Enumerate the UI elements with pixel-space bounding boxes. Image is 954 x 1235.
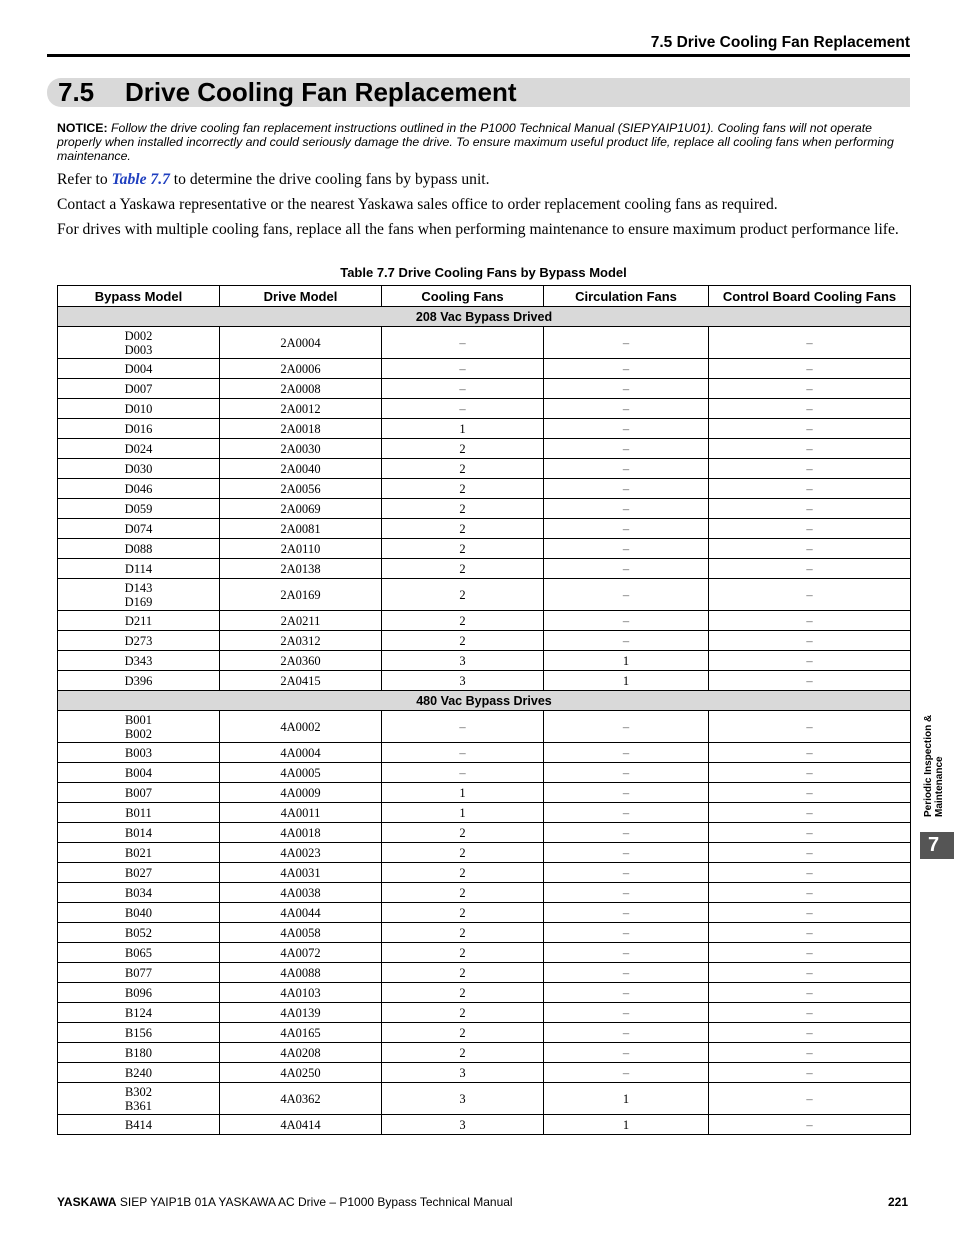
cell-control-board-fans: – xyxy=(709,359,911,379)
table-row xyxy=(58,399,911,419)
cell-circulation-fans: – xyxy=(544,743,709,763)
cell-control-board-fans: – xyxy=(709,1023,911,1043)
bypass-model-code: D046 xyxy=(124,481,153,496)
chapter-tab: 7 xyxy=(920,832,954,859)
bypass-model-code: D002 xyxy=(124,328,153,343)
cell-cooling-fans: 2 xyxy=(382,843,544,863)
cell-drive-model: 4A0139 xyxy=(220,1003,382,1023)
cell-bypass-model xyxy=(58,983,220,1003)
table-row xyxy=(58,1063,911,1083)
cell-control-board-fans: – xyxy=(709,671,911,691)
bypass-model-code: B002 xyxy=(124,726,153,741)
bypass-model-code: D074 xyxy=(124,521,153,536)
bypass-model-code: D003 xyxy=(124,342,153,357)
cell-control-board-fans: – xyxy=(709,327,911,359)
cell-cooling-fans: 3 xyxy=(382,651,544,671)
section-number: 7.5 xyxy=(58,77,95,107)
cell-bypass-model xyxy=(58,539,220,559)
cell-circulation-fans: 1 xyxy=(544,651,709,671)
cell-cooling-fans: – xyxy=(382,399,544,419)
cooling-fans-table xyxy=(57,285,911,1135)
cell-circulation-fans: – xyxy=(544,983,709,1003)
cell-control-board-fans: – xyxy=(709,379,911,399)
bypass-model-code: B156 xyxy=(124,1025,153,1040)
cell-control-board-fans: – xyxy=(709,419,911,439)
cell-circulation-fans: – xyxy=(544,459,709,479)
paragraph-contact: Contact a Yaskawa representative or the nearest Yaskawa sales office to order replacement cooling fans as required. xyxy=(57,196,778,213)
cell-cooling-fans: 2 xyxy=(382,823,544,843)
cell-circulation-fans: – xyxy=(544,519,709,539)
cell-control-board-fans: – xyxy=(709,1003,911,1023)
bypass-model-code: B124 xyxy=(124,1005,153,1020)
cell-circulation-fans: – xyxy=(544,1043,709,1063)
cell-bypass-model xyxy=(58,1023,220,1043)
cell-bypass-model xyxy=(58,883,220,903)
cell-bypass-model xyxy=(58,579,220,611)
cell-control-board-fans: – xyxy=(709,1043,911,1063)
bypass-model-code: B003 xyxy=(124,745,153,760)
cell-circulation-fans: – xyxy=(544,611,709,631)
table-row xyxy=(58,843,911,863)
cell-bypass-model xyxy=(58,763,220,783)
cell-drive-model: 4A0031 xyxy=(220,863,382,883)
footer-brand: YASKAWA xyxy=(57,1195,117,1209)
cell-bypass-model xyxy=(58,651,220,671)
cell-control-board-fans: – xyxy=(709,923,911,943)
cell-control-board-fans: – xyxy=(709,763,911,783)
cell-control-board-fans: – xyxy=(709,903,911,923)
paragraph-multiple-fans: For drives with multiple cooling fans, replace all the fans when performing maintenance to ensure maximum product performance life. xyxy=(57,221,899,238)
col-header-drive-model: Drive Model xyxy=(220,286,382,307)
cell-bypass-model xyxy=(58,327,220,359)
paragraph-refer xyxy=(57,171,913,189)
cell-bypass-model xyxy=(58,963,220,983)
table-row xyxy=(58,631,911,651)
cell-circulation-fans: – xyxy=(544,711,709,743)
cell-circulation-fans: – xyxy=(544,783,709,803)
table-row xyxy=(58,783,911,803)
cell-drive-model: 2A0056 xyxy=(220,479,382,499)
bypass-model-code: B014 xyxy=(124,825,153,840)
cell-control-board-fans: – xyxy=(709,439,911,459)
cell-circulation-fans: – xyxy=(544,943,709,963)
group-title: 208 Vac Bypass Drived xyxy=(58,307,911,327)
cell-drive-model: 2A0004 xyxy=(220,327,382,359)
cell-control-board-fans: – xyxy=(709,579,911,611)
cell-cooling-fans: 2 xyxy=(382,863,544,883)
cell-bypass-model xyxy=(58,711,220,743)
cell-drive-model: 4A0165 xyxy=(220,1023,382,1043)
table-row xyxy=(58,711,911,743)
cell-control-board-fans: – xyxy=(709,883,911,903)
bypass-model-code: B040 xyxy=(124,905,153,920)
cell-circulation-fans: – xyxy=(544,399,709,419)
cell-circulation-fans: – xyxy=(544,327,709,359)
table-row xyxy=(58,1083,911,1115)
cell-drive-model: 2A0018 xyxy=(220,419,382,439)
cell-circulation-fans: – xyxy=(544,439,709,459)
cell-circulation-fans: – xyxy=(544,863,709,883)
cell-drive-model: 4A0011 xyxy=(220,803,382,823)
cell-cooling-fans: 3 xyxy=(382,671,544,691)
cell-drive-model: 2A0138 xyxy=(220,559,382,579)
cell-cooling-fans: 1 xyxy=(382,783,544,803)
bypass-model-code: D088 xyxy=(124,541,153,556)
group-title: 480 Vac Bypass Drives xyxy=(58,691,911,711)
bypass-model-code: B001 xyxy=(124,712,153,727)
cell-circulation-fans: 1 xyxy=(544,1115,709,1135)
table-row xyxy=(58,743,911,763)
cell-control-board-fans: – xyxy=(709,519,911,539)
group-header-row xyxy=(58,691,911,711)
cell-bypass-model xyxy=(58,823,220,843)
cell-cooling-fans: 3 xyxy=(382,1063,544,1083)
table-row xyxy=(58,963,911,983)
cell-control-board-fans: – xyxy=(709,843,911,863)
cell-drive-model: 4A0005 xyxy=(220,763,382,783)
cell-bypass-model xyxy=(58,611,220,631)
cell-control-board-fans: – xyxy=(709,863,911,883)
table-row xyxy=(58,983,911,1003)
cell-circulation-fans: – xyxy=(544,823,709,843)
bypass-model-code: B096 xyxy=(124,985,153,1000)
cell-bypass-model xyxy=(58,399,220,419)
chapter-side-label-text: Periodic Inspection & Maintenance xyxy=(923,714,945,817)
cell-drive-model: 2A0040 xyxy=(220,459,382,479)
notice-label: NOTICE: xyxy=(57,121,108,135)
cell-drive-model: 4A0208 xyxy=(220,1043,382,1063)
bypass-model-code: B004 xyxy=(124,765,153,780)
cell-control-board-fans: – xyxy=(709,1083,911,1115)
table-row xyxy=(58,559,911,579)
col-header-control-board-fans: Control Board Cooling Fans xyxy=(709,286,911,307)
cell-drive-model: 2A0211 xyxy=(220,611,382,631)
table-row xyxy=(58,1023,911,1043)
bypass-model-code: D016 xyxy=(124,421,153,436)
cell-bypass-model xyxy=(58,943,220,963)
cell-bypass-model xyxy=(58,843,220,863)
cell-control-board-fans: – xyxy=(709,1063,911,1083)
col-header-bypass-model: Bypass Model xyxy=(58,286,220,307)
table-row xyxy=(58,863,911,883)
cell-drive-model: 4A0250 xyxy=(220,1063,382,1083)
cell-control-board-fans: – xyxy=(709,459,911,479)
cell-control-board-fans: – xyxy=(709,539,911,559)
cell-drive-model: 4A0009 xyxy=(220,783,382,803)
cell-drive-model: 2A0012 xyxy=(220,399,382,419)
cell-drive-model: 4A0023 xyxy=(220,843,382,863)
table-row xyxy=(58,651,911,671)
footer-doc-info xyxy=(57,1195,513,1209)
cell-cooling-fans: 1 xyxy=(382,419,544,439)
bypass-model-code: B027 xyxy=(124,865,153,880)
cell-circulation-fans: – xyxy=(544,499,709,519)
cell-drive-model: 4A0088 xyxy=(220,963,382,983)
cell-circulation-fans: – xyxy=(544,419,709,439)
cell-drive-model: 4A0018 xyxy=(220,823,382,843)
cell-circulation-fans: – xyxy=(544,579,709,611)
section-title: Drive Cooling Fan Replacement xyxy=(125,77,517,107)
cell-bypass-model xyxy=(58,1083,220,1115)
bypass-model-code: D024 xyxy=(124,441,153,456)
page-number: 221 xyxy=(887,1195,908,1209)
cell-circulation-fans: – xyxy=(544,479,709,499)
cell-drive-model: 2A0081 xyxy=(220,519,382,539)
cell-bypass-model xyxy=(58,479,220,499)
cell-cooling-fans: 2 xyxy=(382,1003,544,1023)
cell-cooling-fans: 2 xyxy=(382,611,544,631)
cell-cooling-fans: 3 xyxy=(382,1083,544,1115)
refer-text-before: Refer to xyxy=(57,171,112,188)
cell-control-board-fans: – xyxy=(709,631,911,651)
cell-cooling-fans: 2 xyxy=(382,559,544,579)
table-row xyxy=(58,763,911,783)
table-row xyxy=(58,579,911,611)
cell-bypass-model xyxy=(58,379,220,399)
table-header-row xyxy=(58,286,911,307)
notice-block xyxy=(57,121,917,163)
chapter-side-label xyxy=(923,697,953,817)
cell-drive-model: 4A0362 xyxy=(220,1083,382,1115)
cell-cooling-fans: 2 xyxy=(382,579,544,611)
cell-cooling-fans: 2 xyxy=(382,631,544,651)
notice-text: Follow the drive cooling fan replacement instructions outlined in the P1000 Technical Manual (SIEPYAIP1U01). Cooling fans will not operate properly when installed incorrectly and could seriously damage the drive. To ensure maximum useful product life, replace all cooling fans when performing maintenance. xyxy=(57,121,894,163)
bypass-model-code: D396 xyxy=(124,673,153,688)
table-row xyxy=(58,419,911,439)
cell-drive-model: 4A0072 xyxy=(220,943,382,963)
cell-circulation-fans: – xyxy=(544,803,709,823)
cell-drive-model: 4A0038 xyxy=(220,883,382,903)
cell-drive-model: 2A0008 xyxy=(220,379,382,399)
bypass-model-code: D059 xyxy=(124,501,153,516)
table-row xyxy=(58,519,911,539)
table-row xyxy=(58,943,911,963)
cell-circulation-fans: – xyxy=(544,1063,709,1083)
running-header: 7.5 Drive Cooling Fan Replacement xyxy=(650,34,910,51)
bypass-model-code: D114 xyxy=(124,561,153,576)
cell-cooling-fans: – xyxy=(382,327,544,359)
cell-circulation-fans: 1 xyxy=(544,1083,709,1115)
cell-bypass-model xyxy=(58,419,220,439)
table-row xyxy=(58,479,911,499)
cell-cooling-fans: 2 xyxy=(382,923,544,943)
cell-control-board-fans: – xyxy=(709,479,911,499)
cell-bypass-model xyxy=(58,459,220,479)
cell-cooling-fans: 2 xyxy=(382,479,544,499)
bypass-model-code: B361 xyxy=(124,1098,153,1113)
cell-drive-model: 4A0103 xyxy=(220,983,382,1003)
bypass-model-code: D030 xyxy=(124,461,153,476)
cell-cooling-fans: 2 xyxy=(382,963,544,983)
bypass-model-code: B007 xyxy=(124,785,153,800)
cell-control-board-fans: – xyxy=(709,963,911,983)
table-row xyxy=(58,1115,911,1135)
cell-drive-model: 2A0360 xyxy=(220,651,382,671)
cell-control-board-fans: – xyxy=(709,783,911,803)
cell-drive-model: 2A0110 xyxy=(220,539,382,559)
table-row xyxy=(58,359,911,379)
cell-circulation-fans: – xyxy=(544,539,709,559)
cell-drive-model: 4A0058 xyxy=(220,923,382,943)
cell-circulation-fans: – xyxy=(544,379,709,399)
cell-control-board-fans: – xyxy=(709,983,911,1003)
cell-circulation-fans: – xyxy=(544,843,709,863)
cell-control-board-fans: – xyxy=(709,499,911,519)
cell-control-board-fans: – xyxy=(709,711,911,743)
cell-cooling-fans: 2 xyxy=(382,459,544,479)
cell-cooling-fans: 2 xyxy=(382,499,544,519)
cell-bypass-model xyxy=(58,439,220,459)
cell-drive-model: 2A0006 xyxy=(220,359,382,379)
table-row xyxy=(58,439,911,459)
footer-doc-title: SIEP YAIP1B 01A YASKAWA AC Drive – P1000 Bypass Technical Manual xyxy=(116,1195,513,1209)
cell-control-board-fans: – xyxy=(709,943,911,963)
cell-circulation-fans: – xyxy=(544,559,709,579)
table-row xyxy=(58,671,911,691)
table-row xyxy=(58,803,911,823)
cell-bypass-model xyxy=(58,903,220,923)
cell-circulation-fans: – xyxy=(544,359,709,379)
bypass-model-code: D169 xyxy=(124,594,153,609)
cell-bypass-model xyxy=(58,923,220,943)
table-caption: Table 7.7 Drive Cooling Fans by Bypass Model xyxy=(340,265,627,280)
cell-drive-model: 4A0004 xyxy=(220,743,382,763)
bypass-model-code: D343 xyxy=(124,653,153,668)
cell-circulation-fans: – xyxy=(544,763,709,783)
cell-drive-model: 2A0030 xyxy=(220,439,382,459)
cell-drive-model: 2A0069 xyxy=(220,499,382,519)
table-row xyxy=(58,923,911,943)
cell-cooling-fans: 2 xyxy=(382,1023,544,1043)
bypass-model-code: D007 xyxy=(124,381,153,396)
col-header-cooling-fans: Cooling Fans xyxy=(382,286,544,307)
cell-control-board-fans: – xyxy=(709,399,911,419)
cell-drive-model: 4A0414 xyxy=(220,1115,382,1135)
table-row xyxy=(58,459,911,479)
bypass-model-code: B011 xyxy=(125,805,152,820)
bypass-model-code: D004 xyxy=(124,361,153,376)
table-row xyxy=(58,1043,911,1063)
bypass-model-code: B302 xyxy=(124,1084,153,1099)
table-row xyxy=(58,499,911,519)
cell-cooling-fans: 2 xyxy=(382,903,544,923)
cell-control-board-fans: – xyxy=(709,611,911,631)
bypass-model-code: B180 xyxy=(124,1045,153,1060)
cell-circulation-fans: – xyxy=(544,903,709,923)
cell-circulation-fans: – xyxy=(544,631,709,651)
bypass-model-code: B052 xyxy=(124,925,153,940)
cell-circulation-fans: – xyxy=(544,1023,709,1043)
bypass-model-code: D211 xyxy=(124,613,153,628)
cell-control-board-fans: – xyxy=(709,559,911,579)
cell-control-board-fans: – xyxy=(709,803,911,823)
cell-bypass-model xyxy=(58,519,220,539)
header-rule xyxy=(47,54,910,57)
cell-control-board-fans: – xyxy=(709,743,911,763)
table-row xyxy=(58,903,911,923)
group-header-row xyxy=(58,307,911,327)
bypass-model-code: B065 xyxy=(124,945,153,960)
bypass-model-code: B034 xyxy=(124,885,153,900)
table-body xyxy=(58,307,911,1135)
cell-circulation-fans: – xyxy=(544,883,709,903)
cell-cooling-fans: – xyxy=(382,711,544,743)
cell-cooling-fans: – xyxy=(382,743,544,763)
cell-control-board-fans: – xyxy=(709,651,911,671)
table-row xyxy=(58,327,911,359)
table-row xyxy=(58,611,911,631)
cell-control-board-fans: – xyxy=(709,823,911,843)
cell-drive-model: 4A0002 xyxy=(220,711,382,743)
cell-bypass-model xyxy=(58,783,220,803)
cell-drive-model: 4A0044 xyxy=(220,903,382,923)
cell-cooling-fans: 2 xyxy=(382,883,544,903)
cell-control-board-fans: – xyxy=(709,1115,911,1135)
table-row xyxy=(58,823,911,843)
cell-circulation-fans: 1 xyxy=(544,671,709,691)
cell-circulation-fans: – xyxy=(544,963,709,983)
cell-cooling-fans: – xyxy=(382,763,544,783)
cell-bypass-model xyxy=(58,631,220,651)
cell-cooling-fans: – xyxy=(382,379,544,399)
table-row xyxy=(58,379,911,399)
cell-bypass-model xyxy=(58,1003,220,1023)
cell-cooling-fans: 1 xyxy=(382,803,544,823)
cell-cooling-fans: 2 xyxy=(382,539,544,559)
cell-cooling-fans: 2 xyxy=(382,983,544,1003)
bypass-model-code: D143 xyxy=(124,580,153,595)
cell-bypass-model xyxy=(58,803,220,823)
cell-bypass-model xyxy=(58,1063,220,1083)
table-row xyxy=(58,539,911,559)
cell-cooling-fans: 3 xyxy=(382,1115,544,1135)
bypass-model-code: B021 xyxy=(124,845,153,860)
table-link[interactable]: Table 7.7 xyxy=(111,171,170,188)
cell-cooling-fans: 2 xyxy=(382,1043,544,1063)
table-row xyxy=(58,883,911,903)
bypass-model-code: D010 xyxy=(124,401,153,416)
cell-bypass-model xyxy=(58,1115,220,1135)
cell-bypass-model xyxy=(58,559,220,579)
bypass-model-code: B077 xyxy=(124,965,153,980)
section-heading xyxy=(58,77,517,108)
cell-bypass-model xyxy=(58,359,220,379)
col-header-circulation-fans: Circulation Fans xyxy=(544,286,709,307)
cell-cooling-fans: – xyxy=(382,359,544,379)
bypass-model-code: B414 xyxy=(124,1117,153,1132)
cell-bypass-model xyxy=(58,671,220,691)
cell-cooling-fans: 2 xyxy=(382,519,544,539)
refer-text-after: to determine the drive cooling fans by bypass unit. xyxy=(169,171,490,188)
cell-bypass-model xyxy=(58,1043,220,1063)
bypass-model-code: D273 xyxy=(124,633,153,648)
table-row xyxy=(58,1003,911,1023)
cell-drive-model: 2A0312 xyxy=(220,631,382,651)
cell-cooling-fans: 2 xyxy=(382,943,544,963)
bypass-model-code: B240 xyxy=(124,1065,153,1080)
cell-cooling-fans: 2 xyxy=(382,439,544,459)
cell-drive-model: 2A0169 xyxy=(220,579,382,611)
cell-circulation-fans: – xyxy=(544,923,709,943)
cell-bypass-model xyxy=(58,499,220,519)
cell-drive-model: 2A0415 xyxy=(220,671,382,691)
cell-bypass-model xyxy=(58,863,220,883)
cell-bypass-model xyxy=(58,743,220,763)
cell-circulation-fans: – xyxy=(544,1003,709,1023)
